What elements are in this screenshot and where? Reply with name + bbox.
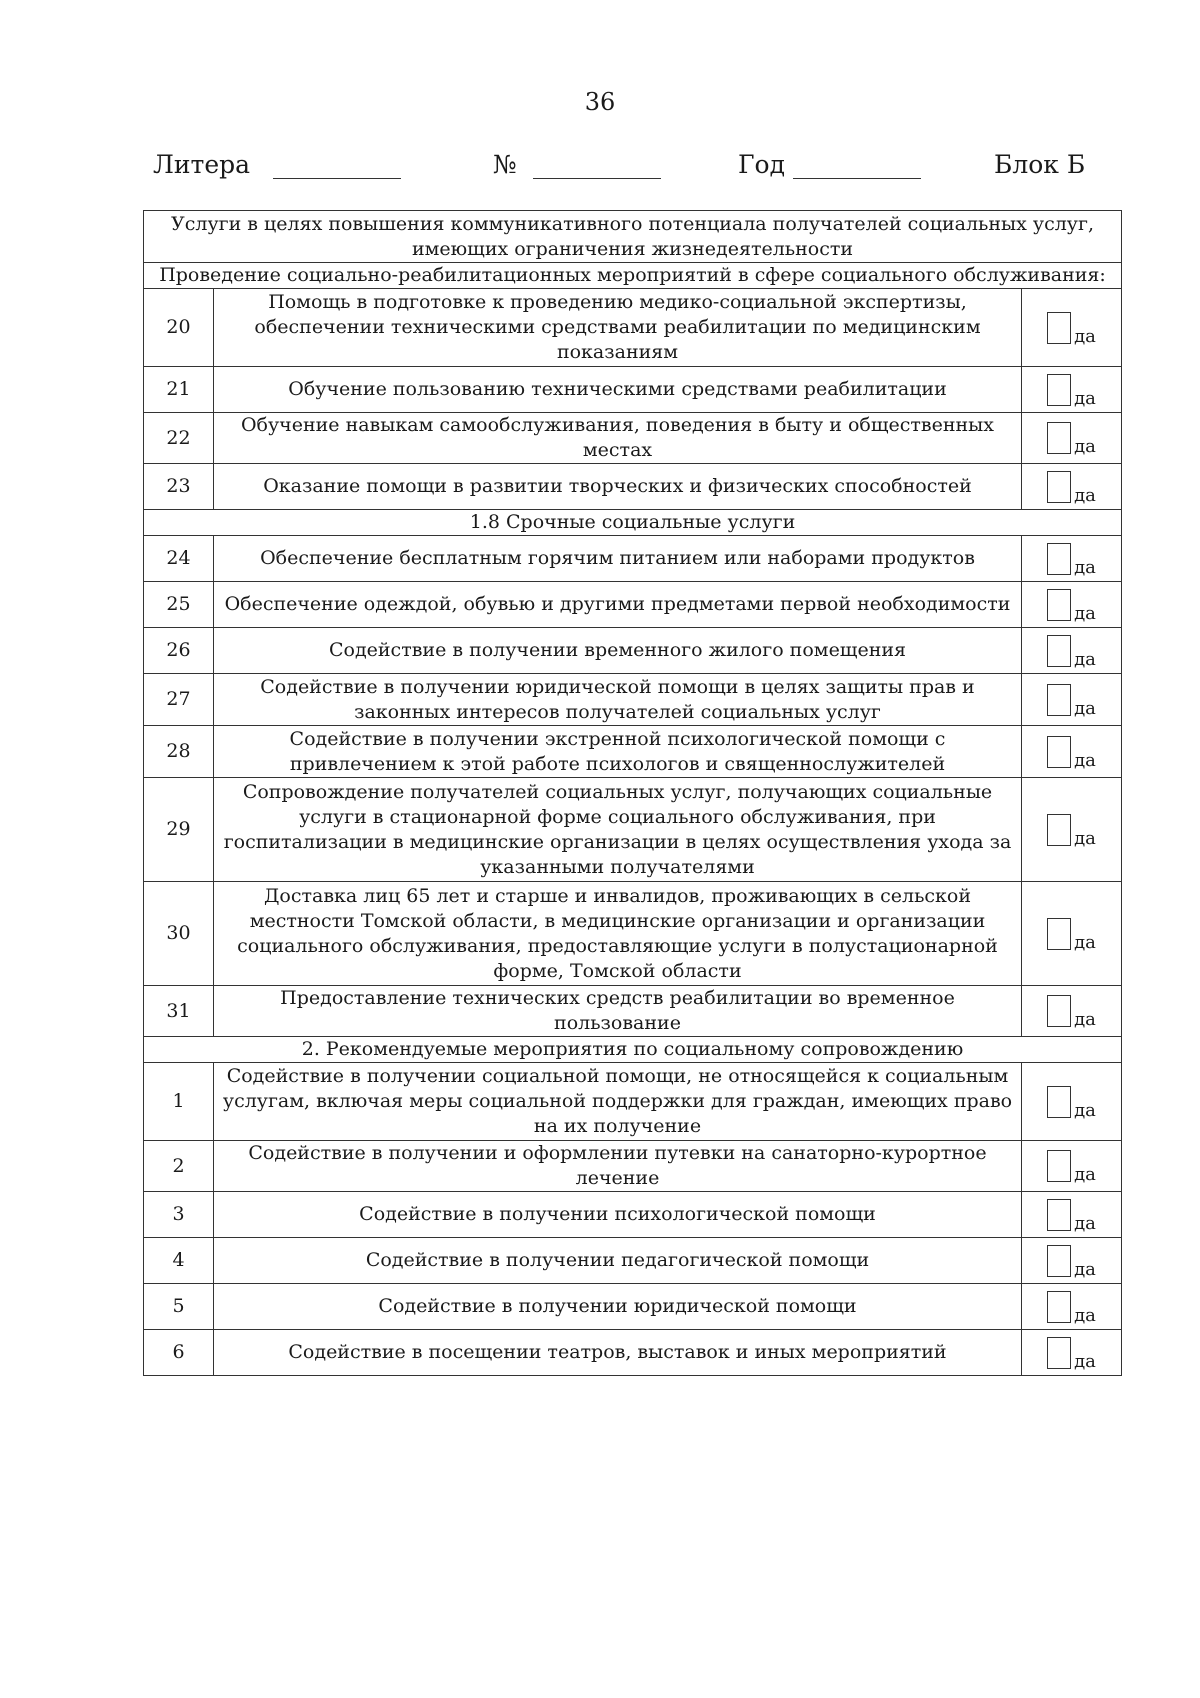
section-title: 2. Рекомендуемые мероприятия по социальному сопровождению xyxy=(144,1037,1122,1063)
section-row xyxy=(144,1037,1122,1063)
table-row xyxy=(144,582,1122,628)
checkbox-cell xyxy=(1022,289,1122,367)
checkbox-group xyxy=(1028,1291,1115,1326)
row-number: 3 xyxy=(144,1192,214,1238)
section-title: Проведение социально-реабилитационных мероприятий в сфере социального обслуживания: xyxy=(144,263,1122,289)
row-number: 1 xyxy=(144,1063,214,1141)
yes-checkbox[interactable] xyxy=(1047,684,1071,716)
row-number: 26 xyxy=(144,628,214,674)
table-row xyxy=(144,882,1122,986)
section-row xyxy=(144,211,1122,263)
checkbox-cell xyxy=(1022,582,1122,628)
yes-checkbox[interactable] xyxy=(1047,1291,1071,1323)
table-row xyxy=(144,628,1122,674)
checkbox-cell xyxy=(1022,367,1122,413)
row-number: 4 xyxy=(144,1238,214,1284)
yes-checkbox[interactable] xyxy=(1047,1337,1071,1369)
checkbox-group xyxy=(1028,471,1115,506)
table-row xyxy=(144,464,1122,510)
table-row xyxy=(144,1192,1122,1238)
yes-checkbox[interactable] xyxy=(1047,918,1071,950)
litera-label: Литера xyxy=(153,150,251,179)
section-row xyxy=(144,510,1122,536)
service-description: Помощь в подготовке к проведению медико-социальной экспертизы, обеспечении техническими средствами реабилитации по медицинским показаниям xyxy=(214,289,1022,367)
checkbox-cell xyxy=(1022,1141,1122,1192)
checkbox-cell xyxy=(1022,464,1122,510)
table-row xyxy=(144,413,1122,464)
table-row xyxy=(144,986,1122,1037)
checkbox-group xyxy=(1028,312,1115,347)
checkbox-cell xyxy=(1022,882,1122,986)
yes-label: да xyxy=(1074,1258,1096,1280)
service-description: Содействие в получении педагогической помощи xyxy=(214,1238,1022,1284)
service-description: Содействие в получении временного жилого помещения xyxy=(214,628,1022,674)
service-description: Обучение пользованию техническими средствами реабилитации xyxy=(214,367,1022,413)
yes-checkbox[interactable] xyxy=(1047,1086,1071,1118)
yes-label: да xyxy=(1074,1304,1096,1326)
yes-label: да xyxy=(1074,556,1096,578)
page-number: 36 xyxy=(584,88,616,116)
checkbox-group xyxy=(1028,422,1115,457)
yes-label: да xyxy=(1074,749,1096,771)
service-description: Содействие в получении психологической помощи xyxy=(214,1192,1022,1238)
row-number: 2 xyxy=(144,1141,214,1192)
litera-field[interactable] xyxy=(273,178,401,179)
checkbox-cell xyxy=(1022,778,1122,882)
section-title: 1.8 Срочные социальные услуги xyxy=(144,510,1122,536)
yes-checkbox[interactable] xyxy=(1047,814,1071,846)
row-number: 20 xyxy=(144,289,214,367)
row-number: 5 xyxy=(144,1284,214,1330)
checkbox-cell xyxy=(1022,1192,1122,1238)
checkbox-cell xyxy=(1022,1063,1122,1141)
row-number: 25 xyxy=(144,582,214,628)
row-number: 30 xyxy=(144,882,214,986)
services-table xyxy=(143,210,1122,1376)
yes-checkbox[interactable] xyxy=(1047,374,1071,406)
row-number: 27 xyxy=(144,674,214,726)
table-row xyxy=(144,289,1122,367)
checkbox-cell xyxy=(1022,413,1122,464)
row-number: 28 xyxy=(144,726,214,778)
service-description: Сопровождение получателей социальных услуг, получающих социальные услуги в стационарной форме социального обслуживания, при госпитализации в медицинские организации в целях осуществления ухода за указанными получателями xyxy=(214,778,1022,882)
checkbox-group xyxy=(1028,1199,1115,1234)
yes-checkbox[interactable] xyxy=(1047,422,1071,454)
row-number: 24 xyxy=(144,536,214,582)
service-description: Обучение навыкам самообслуживания, поведения в быту и общественных местах xyxy=(214,413,1022,464)
yes-checkbox[interactable] xyxy=(1047,543,1071,575)
table-row xyxy=(144,1141,1122,1192)
yes-checkbox[interactable] xyxy=(1047,635,1071,667)
service-description: Доставка лиц 65 лет и старше и инвалидов, проживающих в сельской местности Томской области, в медицинские организации и организации социального обслуживания, предоставляющие услуги в полустационарной форме, Томской области xyxy=(214,882,1022,986)
table-row xyxy=(144,1063,1122,1141)
service-description: Содействие в получении социальной помощи, не относящейся к социальным услугам, включая меры социальной поддержки для граждан, имеющих право на их получение xyxy=(214,1063,1022,1141)
year-label: Год xyxy=(738,150,785,179)
checkbox-group xyxy=(1028,1150,1115,1185)
service-description: Обеспечение одеждой, обувью и другими предметами первой необходимости xyxy=(214,582,1022,628)
table-row xyxy=(144,367,1122,413)
service-description: Оказание помощи в развитии творческих и физических способностей xyxy=(214,464,1022,510)
checkbox-group xyxy=(1028,1337,1115,1372)
yes-label: да xyxy=(1074,1350,1096,1372)
checkbox-group xyxy=(1028,684,1115,719)
checkbox-group xyxy=(1028,635,1115,670)
yes-label: да xyxy=(1074,1212,1096,1234)
service-description: Содействие в посещении театров, выставок и иных мероприятий xyxy=(214,1330,1022,1376)
checkbox-cell xyxy=(1022,1284,1122,1330)
table-row xyxy=(144,536,1122,582)
yes-checkbox[interactable] xyxy=(1047,736,1071,768)
table-row xyxy=(144,778,1122,882)
service-description: Предоставление технических средств реабилитации во временное пользование xyxy=(214,986,1022,1037)
checkbox-group xyxy=(1028,736,1115,771)
table-row xyxy=(144,1284,1122,1330)
yes-label: да xyxy=(1074,1099,1096,1121)
checkbox-group xyxy=(1028,1245,1115,1280)
yes-label: да xyxy=(1074,436,1096,457)
block-label: Блок Б xyxy=(994,150,1086,179)
checkbox-group xyxy=(1028,814,1115,849)
service-description: Содействие в получении юридической помощи в целях защиты прав и законных интересов получателей социальных услуг xyxy=(214,674,1022,726)
checkbox-cell xyxy=(1022,986,1122,1037)
row-number: 31 xyxy=(144,986,214,1037)
form-header xyxy=(0,148,1200,182)
yes-checkbox[interactable] xyxy=(1047,1150,1071,1182)
yes-label: да xyxy=(1074,1164,1096,1185)
table-row xyxy=(144,1238,1122,1284)
yes-checkbox[interactable] xyxy=(1047,1199,1071,1231)
yes-checkbox[interactable] xyxy=(1047,995,1071,1027)
checkbox-cell xyxy=(1022,726,1122,778)
checkbox-group xyxy=(1028,589,1115,624)
yes-checkbox[interactable] xyxy=(1047,1245,1071,1277)
number-field[interactable] xyxy=(533,178,661,179)
checkbox-cell xyxy=(1022,1330,1122,1376)
number-label: № xyxy=(493,150,517,179)
row-number: 6 xyxy=(144,1330,214,1376)
yes-label: да xyxy=(1074,325,1096,347)
checkbox-group xyxy=(1028,918,1115,953)
service-description: Содействие в получении юридической помощи xyxy=(214,1284,1022,1330)
service-description: Содействие в получении экстренной психологической помощи с привлечением к этой работе психологов и священнослужителей xyxy=(214,726,1022,778)
checkbox-cell xyxy=(1022,628,1122,674)
checkbox-group xyxy=(1028,1086,1115,1121)
yes-label: да xyxy=(1074,1009,1096,1030)
yes-checkbox[interactable] xyxy=(1047,471,1071,503)
yes-label: да xyxy=(1074,931,1096,953)
yes-label: да xyxy=(1074,387,1096,409)
yes-label: да xyxy=(1074,648,1096,670)
service-description: Обеспечение бесплатным горячим питанием или наборами продуктов xyxy=(214,536,1022,582)
checkbox-group xyxy=(1028,995,1115,1030)
row-number: 23 xyxy=(144,464,214,510)
table-row xyxy=(144,1330,1122,1376)
table-row xyxy=(144,674,1122,726)
checkbox-group xyxy=(1028,543,1115,578)
year-field[interactable] xyxy=(793,178,921,179)
checkbox-cell xyxy=(1022,1238,1122,1284)
checkbox-cell xyxy=(1022,536,1122,582)
service-description: Содействие в получении и оформлении путевки на санаторно-курортное лечение xyxy=(214,1141,1022,1192)
yes-checkbox[interactable] xyxy=(1047,312,1071,344)
row-number: 21 xyxy=(144,367,214,413)
row-number: 22 xyxy=(144,413,214,464)
yes-label: да xyxy=(1074,602,1096,624)
checkbox-cell xyxy=(1022,674,1122,726)
services-table-body xyxy=(144,211,1122,1376)
checkbox-group xyxy=(1028,374,1115,409)
table-row xyxy=(144,726,1122,778)
row-number: 29 xyxy=(144,778,214,882)
yes-checkbox[interactable] xyxy=(1047,589,1071,621)
yes-label: да xyxy=(1074,484,1096,506)
yes-label: да xyxy=(1074,697,1096,719)
section-row xyxy=(144,263,1122,289)
section-title: Услуги в целях повышения коммуникативного потенциала получателей социальных услуг, имеющих ограничения жизнедеятельности xyxy=(144,211,1122,263)
yes-label: да xyxy=(1074,827,1096,849)
